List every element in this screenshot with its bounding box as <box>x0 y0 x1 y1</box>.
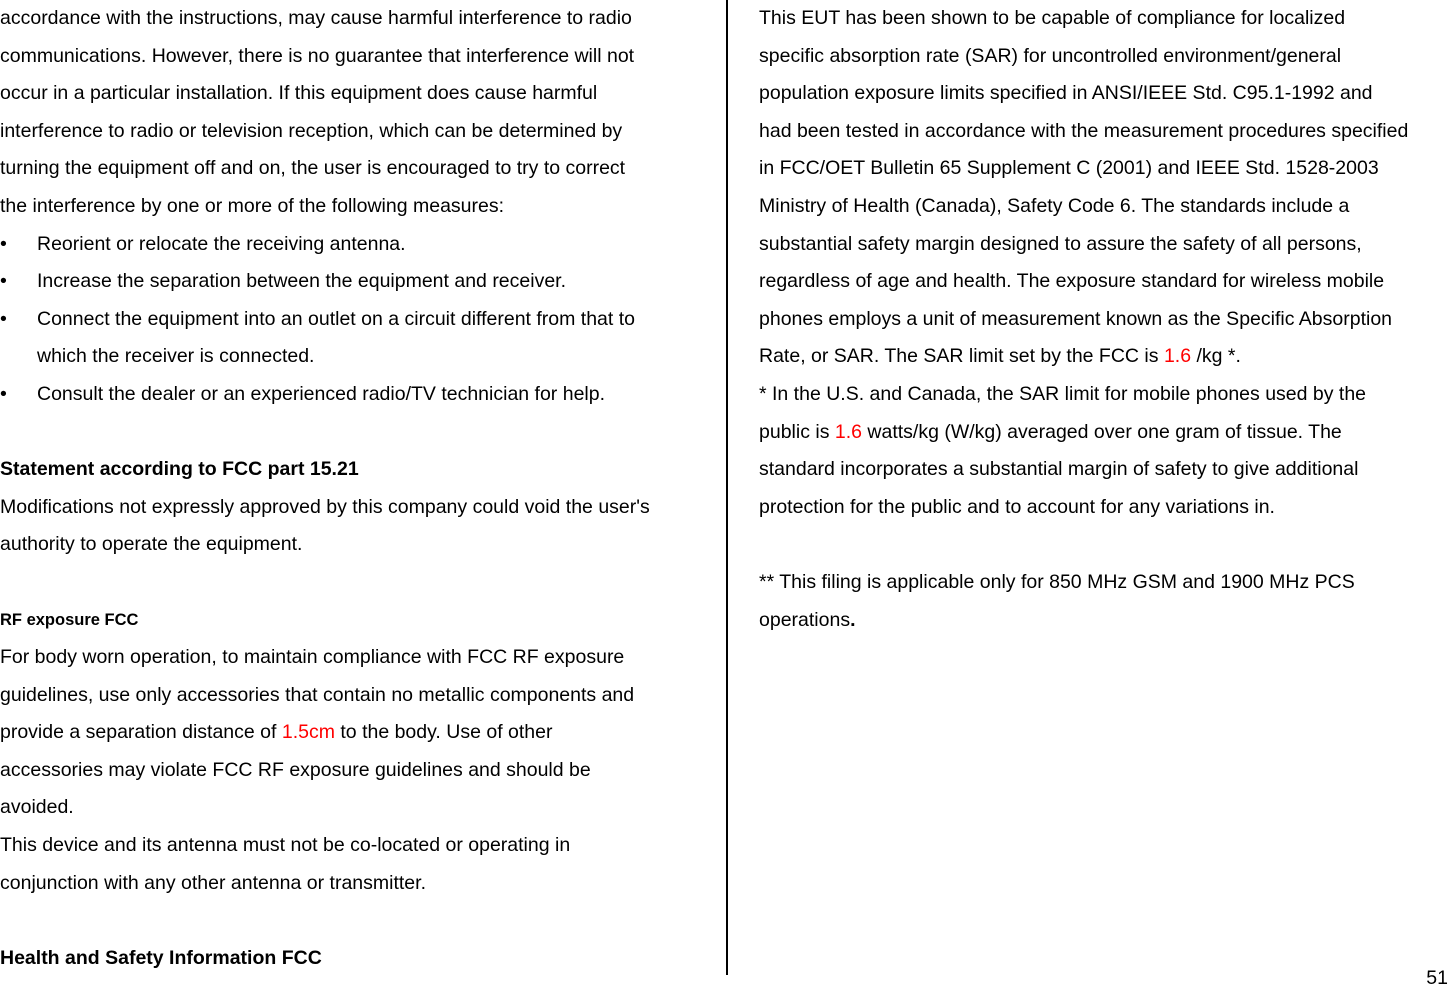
list-item <box>0 226 720 264</box>
paragraph-line: had been tested in accordance with the measurement procedures specified <box>759 119 1409 142</box>
right-column <box>759 0 1451 639</box>
column-divider <box>726 0 728 975</box>
list-item-text: Consult the dealer or an experienced radio/TV technician for help. <box>37 382 606 405</box>
paragraph-line: avoided. <box>0 796 74 819</box>
paragraph-line <box>759 414 1451 452</box>
paragraph-line: in FCC/OET Bulletin 65 Supplement C (2001) and IEEE Std. 1528-2003 <box>759 157 1379 180</box>
paragraph-line: the interference by one or more of the following measures: <box>0 194 505 217</box>
bullet-icon: • <box>0 232 7 255</box>
text-segment: provide a separation distance of <box>0 721 282 744</box>
paragraph-line: conjunction with any other antenna or transmitter. <box>0 871 426 894</box>
paragraph-line: ** This filing is applicable only for 850 MHz GSM and 1900 MHz PCS <box>759 570 1355 593</box>
paragraph-line: communications. However, there is no guarantee that interference will not <box>0 44 635 67</box>
bullet-icon: • <box>0 307 7 330</box>
paragraph-line: protection for the public and to account for any variations in. <box>759 495 1275 518</box>
separation-distance-value: 1.5cm <box>281 721 335 744</box>
list-item <box>0 301 720 339</box>
paragraph-line: accordance with the instructions, may cause harmful interference to radio <box>0 7 632 29</box>
spacer <box>0 414 720 452</box>
page-number: 51 <box>1426 967 1448 989</box>
paragraph-line: guidelines, use only accessories that contain no metallic components and <box>0 683 635 706</box>
paragraph-line: For body worn operation, to maintain compliance with FCC RF exposure <box>0 646 625 669</box>
bullet-icon: • <box>0 270 7 293</box>
paragraph-line: phones employs a unit of measurement known as the Specific Absorption <box>759 307 1393 330</box>
paragraph-line: This device and its antenna must not be co-located or operating in <box>0 834 571 857</box>
paragraph-line: occur in a particular installation. If this equipment does cause harmful <box>0 82 598 105</box>
paragraph-line: * In the U.S. and Canada, the SAR limit for mobile phones used by the <box>759 382 1367 405</box>
section-heading-rf-exposure: RF exposure FCC <box>0 610 139 629</box>
spacer <box>759 526 1451 564</box>
paragraph-line: Ministry of Health (Canada), Safety Code 6. The standards include a <box>759 194 1350 217</box>
spacer <box>0 902 720 940</box>
section-heading-health-safety: Health and Safety Information FCC <box>0 946 322 969</box>
paragraph-line: accessories may violate FCC RF exposure guidelines and should be <box>0 758 591 781</box>
list-item-text: which the receiver is connected. <box>37 345 315 368</box>
paragraph-line: This EUT has been shown to be capable of compliance for localized <box>759 7 1346 29</box>
paragraph-line <box>0 714 720 752</box>
text-segment: /kg *. <box>1191 345 1241 368</box>
bullet-icon: • <box>0 382 7 405</box>
sar-limit-value: 1.6 <box>834 420 862 443</box>
text-segment: watts/kg (W/kg) averaged over one gram of tissue. The <box>861 420 1342 443</box>
list-item <box>0 263 720 301</box>
paragraph-line: turning the equipment off and on, the user is encouraged to try to correct <box>0 157 626 180</box>
paragraph-line: standard incorporates a substantial margin of safety to give additional <box>759 458 1359 481</box>
paragraph-line: population exposure limits specified in ANSI/IEEE Std. C95.1-1992 and <box>759 82 1373 105</box>
text-segment: Rate, or SAR. The SAR limit set by the FCC is <box>759 345 1164 368</box>
paragraph-line: interference to radio or television reception, which can be determined by <box>0 119 623 142</box>
paragraph-line <box>759 602 1451 640</box>
text-segment: public is <box>759 420 835 443</box>
list-item-text: Connect the equipment into an outlet on a circuit different from that to <box>37 307 635 330</box>
list-item <box>0 376 720 414</box>
paragraph-line <box>759 338 1451 376</box>
paragraph-line: substantial safety margin designed to assure the safety of all persons, <box>759 232 1362 255</box>
text-segment: . <box>850 608 856 631</box>
list-item-text: Increase the separation between the equipment and receiver. <box>37 270 567 293</box>
paragraph-line: specific absorption rate (SAR) for uncontrolled environment/general <box>759 44 1342 67</box>
paragraph-line: Modifications not expressly approved by this company could void the user's <box>0 495 650 518</box>
text-segment: to the body. Use of other <box>334 721 553 744</box>
list-item-continuation <box>0 338 720 376</box>
section-heading-statement: Statement according to FCC part 15.21 <box>0 458 359 481</box>
paragraph-line: regardless of age and health. The exposure standard for wireless mobile <box>759 270 1385 293</box>
paragraph-line: authority to operate the equipment. <box>0 533 303 556</box>
spacer <box>0 564 720 602</box>
left-column <box>0 0 720 977</box>
list-item-text: Reorient or relocate the receiving antenna. <box>37 232 406 255</box>
text-segment: operations <box>759 608 851 631</box>
sar-limit-value: 1.6 <box>1163 345 1192 368</box>
